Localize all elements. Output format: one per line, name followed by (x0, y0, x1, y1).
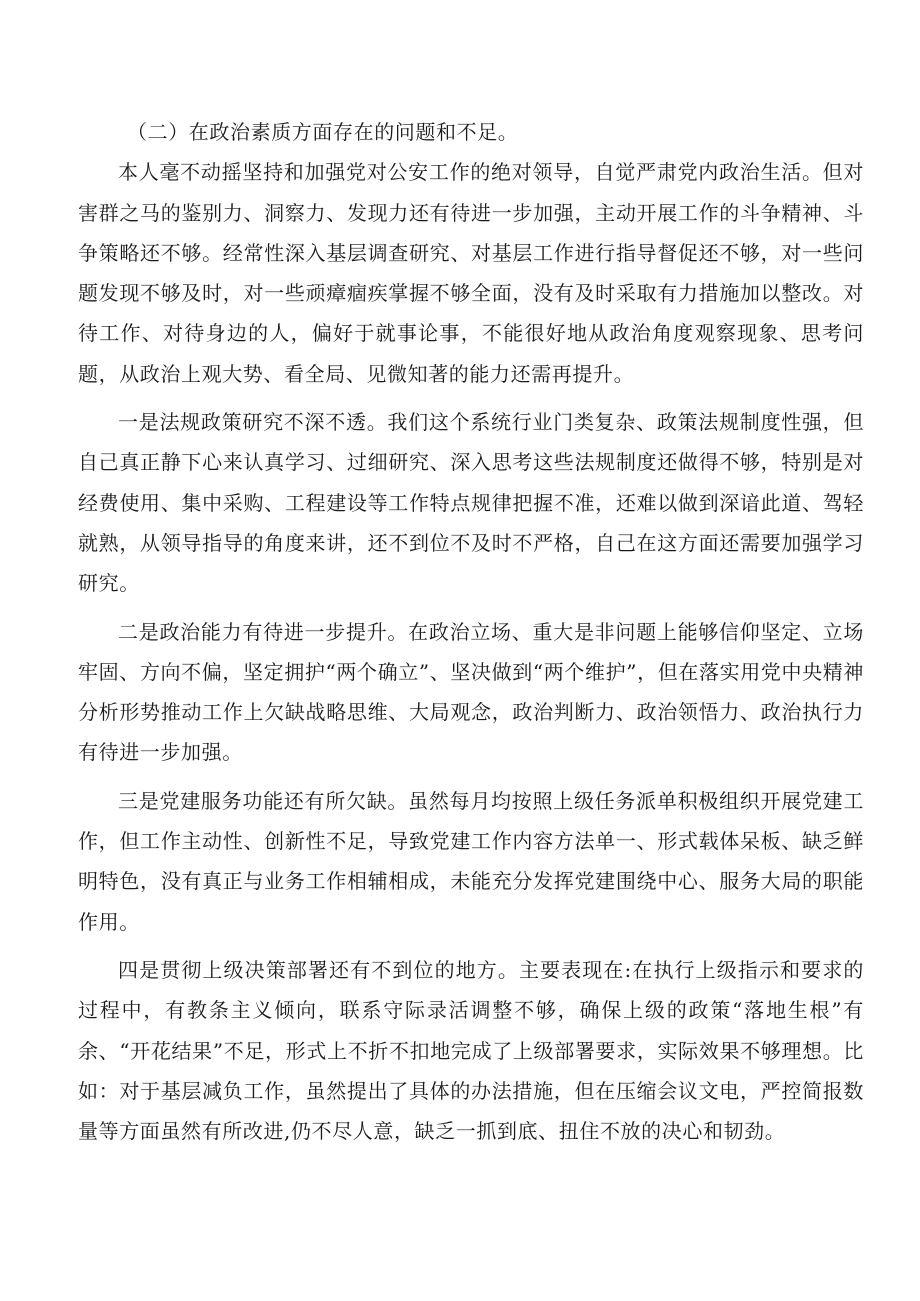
paragraph-point-four: 四是贯彻上级决策部署还有不到位的地方。主要表现在:在执行上级指示和要求的过程中，有教条主义倾向，联系守际录活调整不够，确保上级的政策“落地生根”有余、“开花结果”不足，形式上不折不扣地完成了上级部署要求，实际效果不够理想。比如：对于基层减负工作，虽然提出了具体的办法措施，但在压缩会议文电，严控简报数量等方面虽然有所改进,仍不尽人意，缺乏一抓到底、扭住不放的决心和韧劲。 (78, 957, 864, 1144)
paragraph-point-three: 三是党建服务功能还有所欠缺。虽然每月均按照上级任务派单积极组织开展党建工作，但工作主动性、创新性不足，导致党建工作内容方法单一、形式载体呆板、缺乏鲜明特色，没有真正与业务工作相辅相成，未能充分发挥党建围绕中心、服务大局的职能作用。 (78, 788, 864, 934)
document-body (78, 112, 864, 1151)
paragraph-point-one: 一是法规政策研究不深不透。我们这个系统行业门类复杂、政策法规制度性强，但自己真正静下心来认真学习、过细研究、深入思考这些法规制度还做得不够，特别是对经费使用、集中采购、工程建设等工作特点规律把握不准，还难以做到深谙此道、驾轻就熟，从领导指导的角度来讲，还不到位不及时不严格，自己在这方面还需要加强学习研究。 (78, 410, 864, 596)
section-heading: （二）在政治素质方面存在的问题和不足。 (127, 120, 519, 144)
paragraph-overview: 本人毫不动摇坚持和加强党对公安工作的绝对领导，自觉严肃党内政治生活。但对害群之马的鉴别力、洞察力、发现力还有待进一步加强，主动开展工作的斗争精神、斗争策略还不够。经常性深入基层调查研究、对基层工作进行指导督促还不够，对一些问题发现不够及时，对一些顽瘴痼疾掌握不够全面，没有及时采取有力措施加以整改。对待工作、对待身边的人，偏好于就事论事，不能很好地从政治角度观察现象、思考问题，从政治上观大势、看全局、见微知著的能力还需再提升。 (78, 160, 864, 386)
paragraph-point-two: 二是政治能力有待进一步提升。在政治立场、重大是非问题上能够信仰坚定、立场牢固、方向不偏，坚定拥护“两个确立”、坚决做到“两个维护”，但在落实用党中央精神分析形势推动工作上欠缺战略思维、大局观念，政治判断力、政治领悟力、政治执行力有待进一步加强。 (78, 619, 864, 765)
